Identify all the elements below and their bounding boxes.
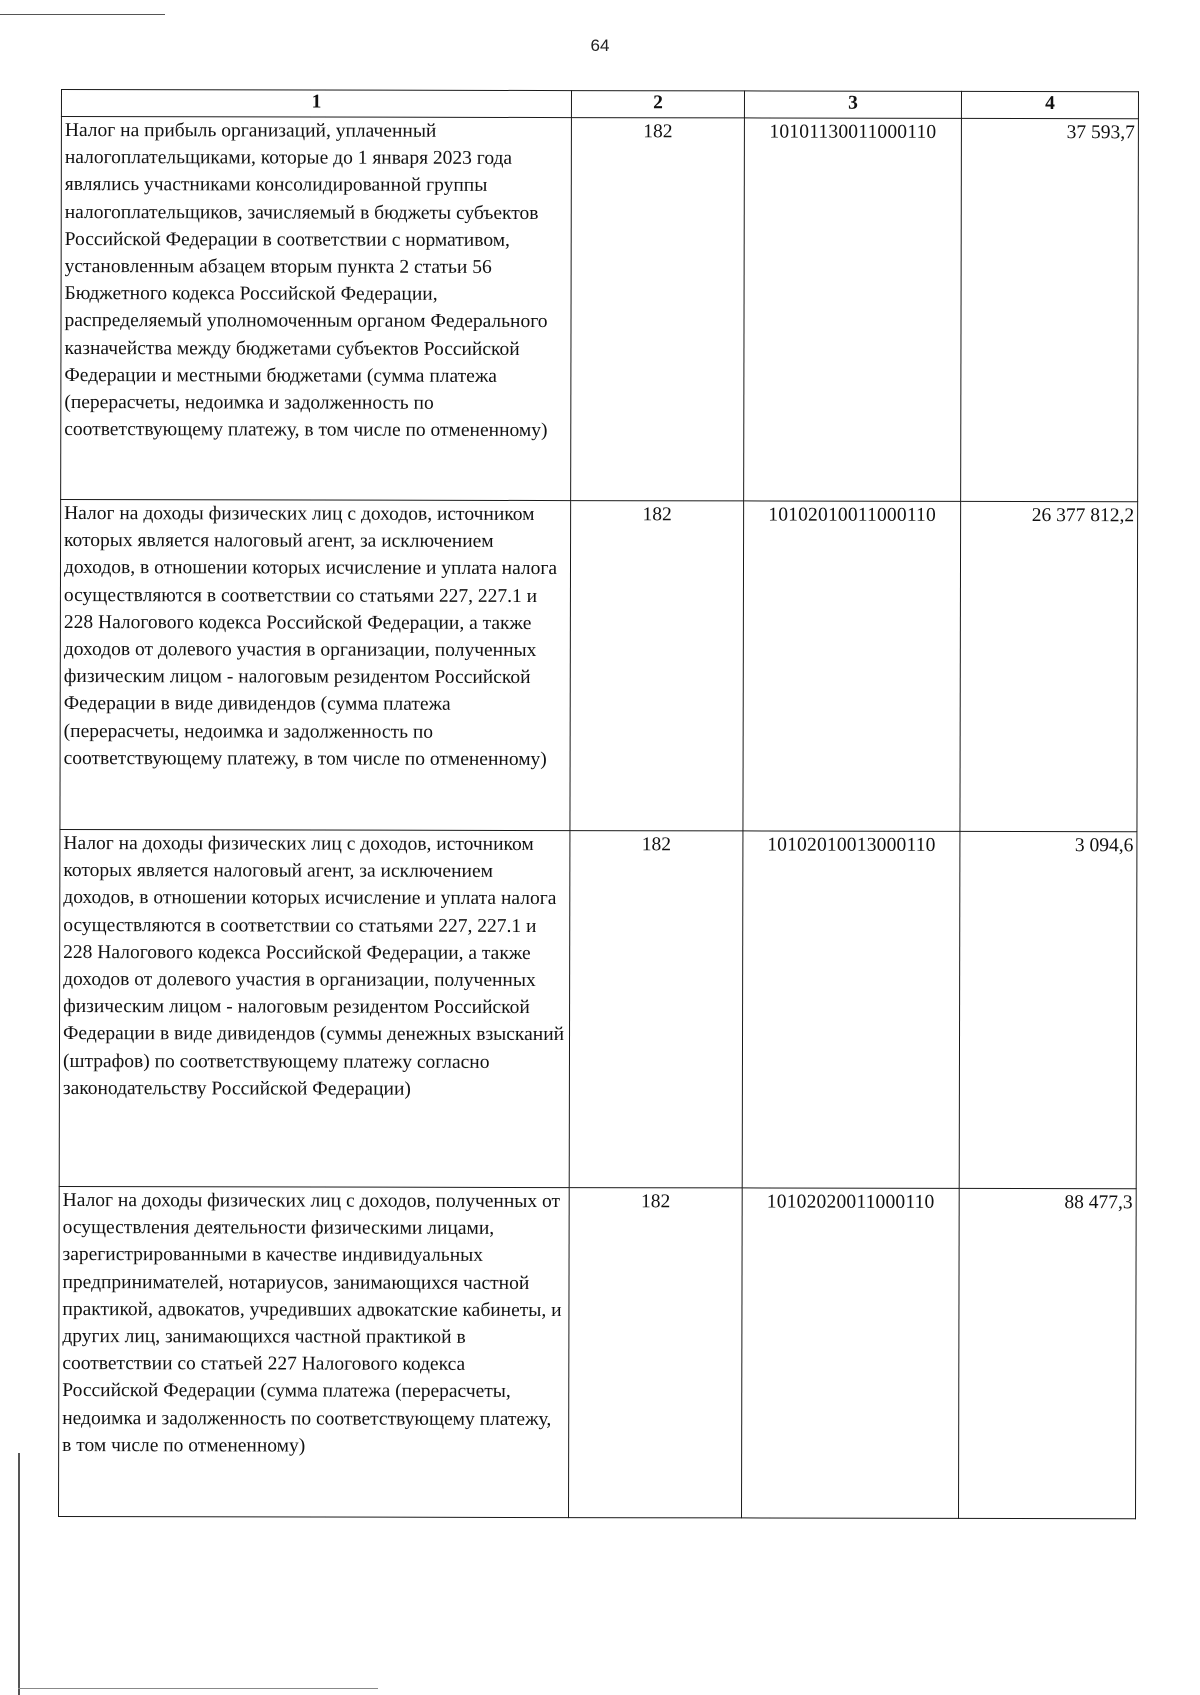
- column-header-1: 1: [61, 90, 571, 118]
- budget-classification-code: 10102010011000110: [743, 501, 961, 831]
- scan-artifact-top-left: [0, 14, 165, 15]
- amount: 26 377 812,2: [960, 501, 1138, 831]
- budget-classification-code: 10101130011000110: [744, 118, 962, 501]
- column-header-2: 2: [571, 91, 744, 118]
- admin-code: 182: [569, 831, 743, 1188]
- revenue-table: [58, 89, 1139, 1519]
- budget-classification-code: 10102010013000110: [742, 831, 960, 1188]
- scan-artifact-left-edge: [18, 1453, 20, 1695]
- header-row: [61, 90, 1138, 119]
- page-number: 64: [590, 36, 610, 55]
- table-row: [61, 117, 1139, 502]
- admin-code: 182: [569, 1188, 743, 1518]
- revenue-description: Налог на доходы физических лиц с доходов, полученных от осуществления деятельности физическими лицами, зарегистрированными в качестве индивидуальных предпринимателей, нотариусов, занимающихся частной практикой, адвокатов, учредивших адвокатские кабинеты, и других лиц, занимающихся частной практикой в соответствии со статьей 227 Налогового кодекса Российской Федерации (сумма платежа (перерасчеты, недоимка и задолженность по соответствующему платежу, в том числе по отмененному): [59, 1186, 570, 1517]
- table-row: [59, 829, 1137, 1188]
- table-row: [59, 1186, 1137, 1518]
- amount: 3 094,6: [959, 831, 1137, 1188]
- revenue-description: Налог на прибыль организаций, уплаченный налогоплательщиками, которые до 1 января 2023 года являлись участниками консолидированной группы налогоплательщиков, зачисляемый в бюджеты субъектов Российской Федерации в соответствии с нормативом, установленным абзацем вторым пункта 2 статьи 56 Бюджетного кодекса Российской Федерации, распределяемый уполномоченным органом Федерального казначейства между бюджетами субъектов Российской Федерации и местными бюджетами (сумма платежа (перерасчеты, недоимка и задолженность по соответствующему платежу, в том числе по отмененному): [61, 117, 572, 501]
- admin-code: 182: [570, 501, 744, 831]
- scan-artifact-bottom: [18, 1688, 378, 1689]
- column-header-4: 4: [961, 91, 1138, 118]
- admin-code: 182: [571, 118, 745, 501]
- column-header-3: 3: [744, 91, 961, 118]
- amount: 37 593,7: [961, 118, 1139, 501]
- revenue-description: Налог на доходы физических лиц с доходов, источником которых является налоговый агент, за исключением доходов, в отношении которых исчисление и уплата налога осуществляются в соответствии со статьями 227, 227.1 и 228 Налогового кодекса Российской Федерации, а также доходов от долевого участия в организации, полученных физическим лицом - налоговым резидентом Российской Федерации в виде дивидендов (суммы денежных взысканий (штрафов) по соответствующему платежу согласно законодательству Российской Федерации): [59, 829, 570, 1187]
- revenue-description: Налог на доходы физических лиц с доходов, источником которых является налоговый агент, за исключением доходов, в отношении которых исчисление и уплата налога осуществляются в соответствии со статьями 227, 227.1 и 228 Налогового кодекса Российской Федерации, а также доходов от долевого участия в организации, полученных физическим лицом - налоговым резидентом Российской Федерации в виде дивидендов (сумма платежа (перерасчеты, недоимка и задолженность по соответствующему платежу, в том числе по отмененному): [60, 500, 571, 831]
- budget-classification-code: 10102020011000110: [742, 1188, 960, 1518]
- amount: 88 477,3: [959, 1188, 1137, 1518]
- table-row: [60, 500, 1138, 832]
